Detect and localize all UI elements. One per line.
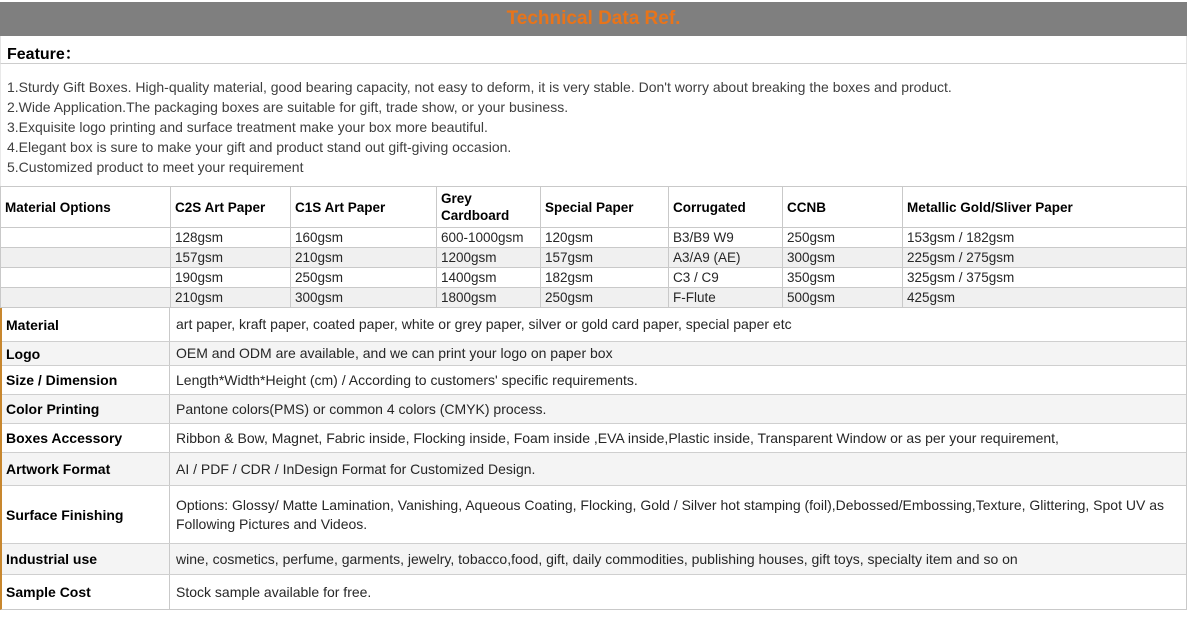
column-header-corrugated: Corrugated (669, 187, 783, 228)
page-title: Technical Data Ref. (506, 8, 681, 29)
spec-cell: 190gsm (171, 268, 291, 288)
title-bar (0, 2, 1187, 36)
row-value: OEM and ODM are available, and we can print your logo on paper box (176, 345, 613, 361)
row-value: Stock sample available for free. (176, 583, 372, 600)
row-value: wine, cosmetics, perfume, garments, jewelry, tobacco,food, gift, daily commodities, publishing houses, gift toys, specialty item and so on (176, 550, 1018, 567)
spec-cell: 225gsm / 275gsm (903, 248, 1187, 268)
spec-cell: B3/B9 W9 (669, 228, 783, 248)
spec-cell: C3 / C9 (669, 268, 783, 288)
spec-cell: 250gsm (291, 268, 437, 288)
detail-row-surface-finishing (2, 486, 1186, 544)
feature-list (0, 64, 1187, 186)
spec-cell: 425gsm (903, 288, 1187, 308)
feature-heading: Feature： (0, 36, 1187, 64)
spec-cell: 600-1000gsm (437, 228, 541, 248)
detail-row-artwork-format (2, 453, 1186, 486)
spec-cell: A3/A9 (AE) (669, 248, 783, 268)
spec-cell: 300gsm (291, 288, 437, 308)
row-label: Artwork Format (2, 453, 170, 485)
feature-item-2: 2.Wide Application.The packaging boxes are suitable for gift, trade show, or your business. (7, 99, 569, 115)
spec-cell: 120gsm (541, 228, 669, 248)
feature-item-1: 1.Sturdy Gift Boxes. High-quality material, good bearing capacity, not easy to deform, it is very stable. Don't worry about breaking the boxes and product. (7, 79, 952, 95)
spec-cell: 350gsm (783, 268, 903, 288)
column-header-c1s-art-paper: C1S Art Paper (291, 187, 437, 228)
row-label: Color Printing (2, 395, 170, 423)
column-header-metallic-gold-sliver-paper: Metallic Gold/Sliver Paper (903, 187, 1187, 228)
spec-cell (1, 288, 171, 308)
spec-cell (1, 248, 171, 268)
detail-row-material (2, 308, 1186, 342)
row-value: Length*Width*Height (cm) / According to customers' specific requirements. (176, 371, 638, 388)
column-header-c2s-art-paper: C2S Art Paper (171, 187, 291, 228)
spec-cell: 500gsm (783, 288, 903, 308)
feature-item-3: 3.Exquisite logo printing and surface treatment make your box more beautiful. (7, 119, 488, 135)
column-header-special-paper: Special Paper (541, 187, 669, 228)
spec-cell: 157gsm (171, 248, 291, 268)
spec-cell: 250gsm (541, 288, 669, 308)
detail-row-boxes-accessory (2, 424, 1186, 453)
spec-row-1 (1, 228, 1187, 248)
column-header-ccnb: CCNB (783, 187, 903, 228)
detail-row-industrial-use (2, 544, 1186, 575)
spec-row-3 (1, 268, 1187, 288)
detail-row-size-dimension (2, 366, 1186, 395)
row-label: Surface Finishing (2, 486, 170, 543)
spec-cell: 182gsm (541, 268, 669, 288)
spec-cell: 1800gsm (437, 288, 541, 308)
column-header-material-options: Material Options (1, 187, 171, 228)
spec-cell (1, 268, 171, 288)
row-label: Sample Cost (2, 575, 170, 609)
row-value: AI / PDF / CDR / InDesign Format for Customized Design. (176, 460, 536, 477)
detail-row-sample-cost (2, 575, 1186, 609)
material-options-table (0, 186, 1187, 308)
spec-cell: 325gsm / 375gsm (903, 268, 1187, 288)
row-label: Material (2, 308, 170, 341)
row-value: Options: Glossy/ Matte Lamination, Vanishing, Aqueous Coating, Flocking, Gold / Silver hot stamping (foil),Debossed/Embossing,Texture, Glittering, Spot UV as Following Pictures and Videos. (176, 496, 1164, 532)
column-header-grey-cardboard: Grey Cardboard (437, 187, 541, 228)
spec-row-2 (1, 248, 1187, 268)
details-table (0, 308, 1187, 610)
feature-item-5: 5.Customized product to meet your requirement (7, 159, 304, 175)
detail-row-color-printing (2, 395, 1186, 424)
spec-cell: 128gsm (171, 228, 291, 248)
row-value: Ribbon & Bow, Magnet, Fabric inside, Flocking inside, Foam inside ,EVA inside,Plastic inside, Transparent Window or as per your requirement, (176, 429, 1059, 446)
spec-cell: 300gsm (783, 248, 903, 268)
spec-header-row (1, 187, 1187, 228)
spec-cell: 160gsm (291, 228, 437, 248)
spec-cell: 157gsm (541, 248, 669, 268)
spec-cell: 1200gsm (437, 248, 541, 268)
spec-cell: 153gsm / 182gsm (903, 228, 1187, 248)
spec-row-4 (1, 288, 1187, 308)
spec-cell: 210gsm (291, 248, 437, 268)
spec-cell: 210gsm (171, 288, 291, 308)
row-label: Logo (2, 342, 170, 365)
detail-row-logo (2, 342, 1186, 366)
spec-cell: 250gsm (783, 228, 903, 248)
row-value: Pantone colors(PMS) or common 4 colors (CMYK) process. (176, 400, 547, 417)
spec-cell: 1400gsm (437, 268, 541, 288)
spec-cell (1, 228, 171, 248)
spec-cell: F-Flute (669, 288, 783, 308)
row-value: art paper, kraft paper, coated paper, white or grey paper, silver or gold card paper, special paper etc (176, 316, 792, 332)
feature-item-4: 4.Elegant box is sure to make your gift and product stand out gift-giving occasion. (7, 139, 512, 155)
row-label: Boxes Accessory (2, 424, 170, 452)
row-label: Industrial use (2, 544, 170, 574)
row-label: Size / Dimension (2, 366, 170, 394)
